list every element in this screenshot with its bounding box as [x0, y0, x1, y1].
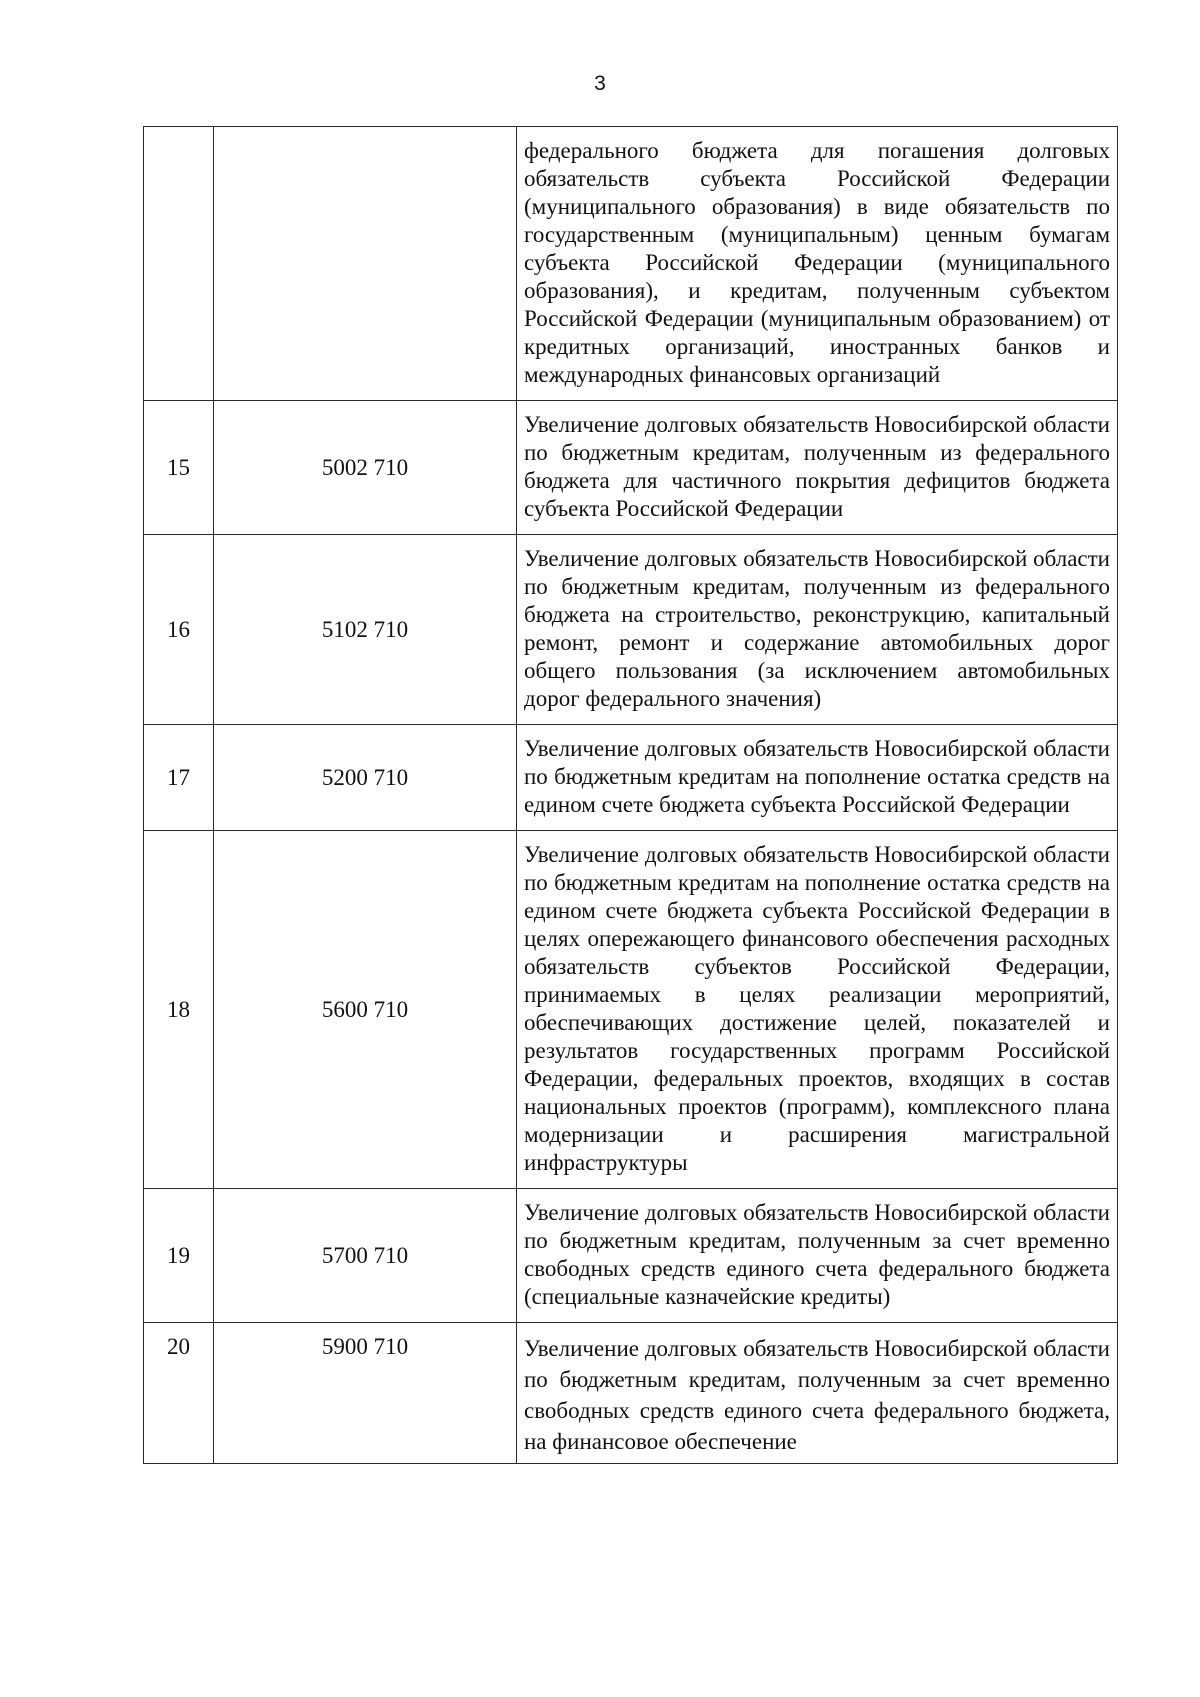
row-code-cell: 5102 710	[214, 535, 517, 725]
table-row	[144, 535, 1118, 725]
row-code-cell: 5600 710	[214, 831, 517, 1189]
row-code-cell: 5900 710	[214, 1323, 517, 1464]
row-number-cell: 15	[144, 401, 214, 535]
table-row	[144, 725, 1118, 831]
table-row	[144, 1189, 1118, 1323]
row-code-cell: 5700 710	[214, 1189, 517, 1323]
table-row	[144, 127, 1118, 401]
table-row	[144, 831, 1118, 1189]
row-code-cell: 5002 710	[214, 401, 517, 535]
row-number-cell	[144, 127, 214, 401]
row-code-cell: 5200 710	[214, 725, 517, 831]
row-description-cell: Увеличение долговых обязательств Новосибирской области по бюджетным кредитам, полученным за счет временно свободных средств единого счета федерального бюджета (специальные казначейские кредиты)	[517, 1189, 1118, 1323]
page-number: 3	[594, 72, 606, 95]
row-description-cell: Увеличение долговых обязательств Новосибирской области по бюджетным кредитам, полученным из федерального бюджета на строительство, реконструкцию, капитальный ремонт, ремонт и содержание автомобильных дорог общего пользования (за исключением автомобильных дорог федерального значения)	[517, 535, 1118, 725]
row-description-cell: федерального бюджета для погашения долговых обязательств субъекта Российской Федерации (муниципального образования) в виде обязательств по государственным (муниципальным) ценным бумагам субъекта Российской Федерации (муниципального образования), и кредитам, полученным субъектом Российской Федерации (муниципальным образованием) от кредитных организаций, иностранных банков и международных финансовых организаций	[517, 127, 1118, 401]
row-number-cell: 18	[144, 831, 214, 1189]
row-number-cell: 19	[144, 1189, 214, 1323]
table-row	[144, 1323, 1118, 1464]
budget-codes-table	[143, 126, 1118, 1464]
row-description-cell: Увеличение долговых обязательств Новосибирской области по бюджетным кредитам, полученным за счет временно свободных средств единого счета федерального бюджета, на финансовое обеспечение	[517, 1323, 1118, 1464]
row-number-cell: 17	[144, 725, 214, 831]
row-description-cell: Увеличение долговых обязательств Новосибирской области по бюджетным кредитам, полученным из федерального бюджета для частичного покрытия дефицитов бюджета субъекта Российской Федерации	[517, 401, 1118, 535]
row-description-cell: Увеличение долговых обязательств Новосибирской области по бюджетным кредитам на пополнение остатка средств на едином счете бюджета субъекта Российской Федерации	[517, 725, 1118, 831]
row-number-cell: 20	[144, 1323, 214, 1464]
row-number-cell: 16	[144, 535, 214, 725]
row-description-cell: Увеличение долговых обязательств Новосибирской области по бюджетным кредитам на пополнение остатка средств на едином счете бюджета субъекта Российской Федерации в целях опережающего финансового обеспечения расходных обязательств субъектов Российской Федерации, принимаемых в целях реализации мероприятий, обеспечивающих достижение целей, показателей и результатов государственных программ Российской Федерации, федеральных проектов, входящих в состав национальных проектов (программ), комплексного плана модернизации и расширения магистральной инфраструктуры	[517, 831, 1118, 1189]
table-row	[144, 401, 1118, 535]
row-code-cell	[214, 127, 517, 401]
